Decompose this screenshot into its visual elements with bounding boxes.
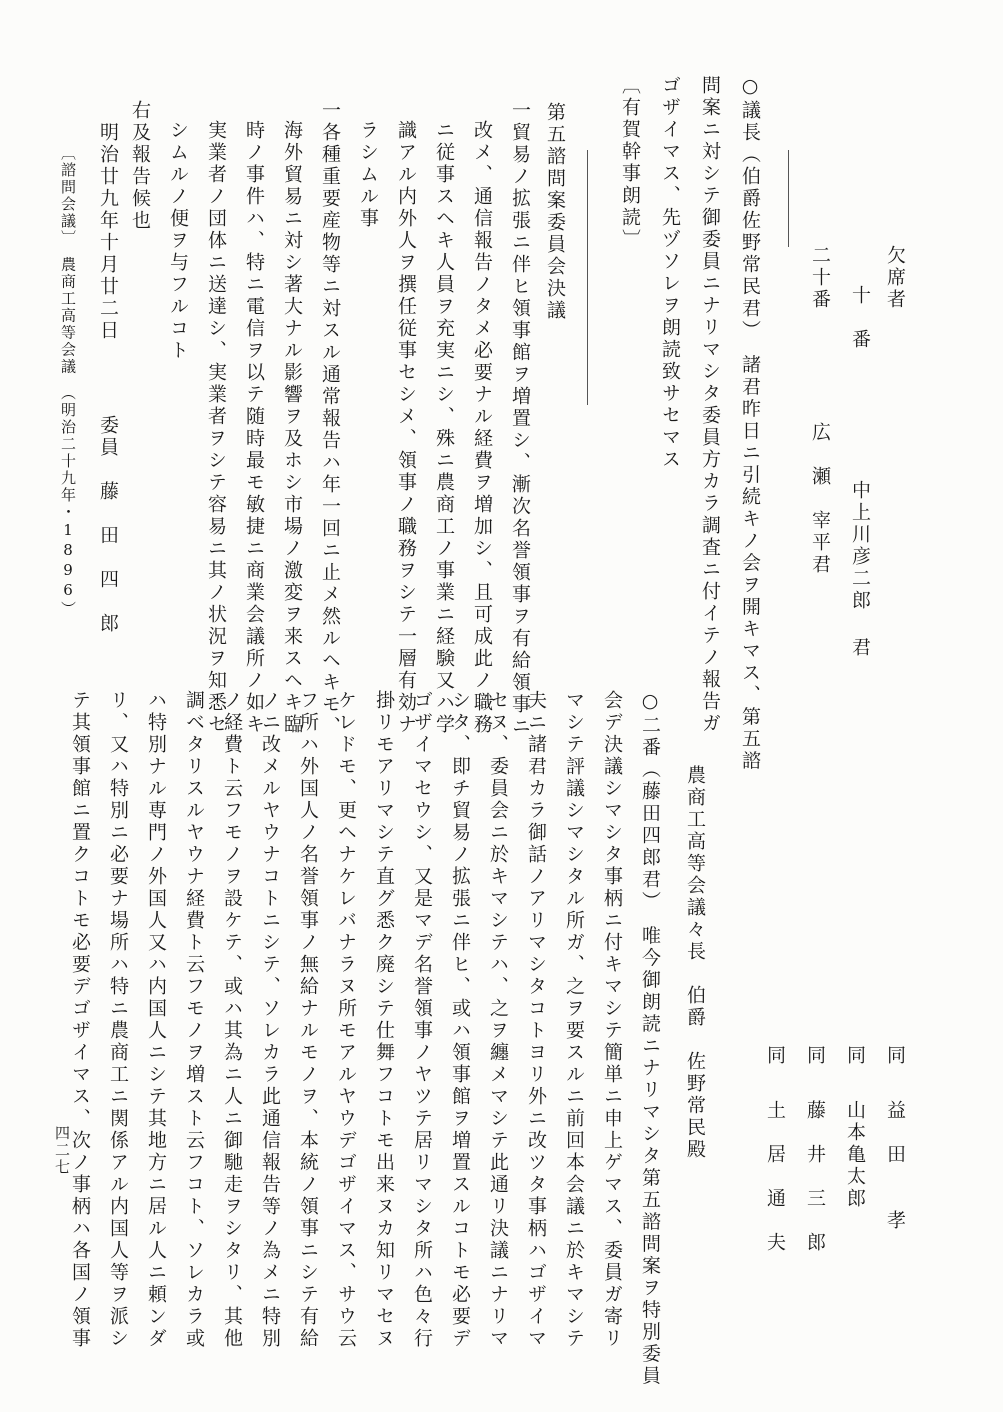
report-date: 明治廿九年十月廿二日 <box>97 122 119 342</box>
speech-no2-line-6: シタ、即チ貿易ノ拡張ニ伴ヒ、或ハ領事館ヲ増置スルコトモ必要デ <box>449 690 471 1350</box>
absentee-number-10: 十 番 <box>849 285 871 351</box>
report-closing: 右及報告候也 <box>129 100 151 232</box>
divider-rule-top <box>788 150 789 247</box>
reading-note: 〔有賀幹事朗読〕 <box>619 75 641 251</box>
speech-no2-line-7: ゴザイマセウシ、又是マデ名誉領事ノヤツテ居リマシタ所ハ色々行 <box>411 690 433 1350</box>
speech-no2-line-16: テ其領事館ニ置クコトモ必要デゴザイマス、次ノ事柄ハ各国ノ領事 <box>69 690 91 1350</box>
absentee-prefix-yamamoto: 同 <box>844 1045 866 1067</box>
speech-no2-line-12: ノ経費ト云フモノヲ設ケテ、或ハ其為ニ人ニ御馳走ヲシタリ、其他 <box>221 690 243 1350</box>
addressee: 農商工高等会議々長 伯爵 佐野常民殿 <box>684 765 706 1161</box>
absentee-name-fujii: 藤 井 三 郎 <box>804 1100 826 1254</box>
absentees-label: 欠席者 <box>884 245 906 311</box>
resolution-line-5: ラシムル事 <box>357 120 379 230</box>
chairman-speech-line-1: ○議長（伯爵佐野常民君） 諸君昨日ニ引続キノ会ヲ開キマス、第五諮 <box>739 75 761 773</box>
speech-no2-line-8: 掛リモアリマシテ直グ悉ク廃シテ仕舞フコトモ出来ヌカ知リマセヌ <box>373 690 395 1350</box>
resolution-title: 第五諮問案委員会決議 <box>544 102 566 322</box>
chairman-speech-line-2: 問案ニ対シテ御委員ニナリマシタ委員方カラ調査ニ付イテノ報告ガ <box>699 75 721 735</box>
speech-no2-line-11: ノニ改メルヤウナコトニシテ、ソレカラ此通信報告等ノ為メニ特別 <box>259 690 281 1350</box>
resolution-line-7: 海外貿易ニ対シ著大ナル影響ヲ及ホシ市場ノ激変ヲ来スヘキ臨 <box>281 120 303 736</box>
speech-no2-line-2: 会デ決議シマシタ事柄ニ付キマシテ簡単ニ申上ゲマス、委員ガ寄リ <box>601 690 623 1350</box>
speech-no2-line-9: ケレドモ、更ヘナケレバナラヌ所モアルヤウデゴザイマス、サウ云 <box>335 690 357 1350</box>
page-number: 四二七 <box>53 1125 71 1176</box>
speech-no2-line-5: セヌ、委員会ニ於キマシテハ、之ヲ纏メマシテ此通リ決議ニナリマ <box>487 690 509 1350</box>
absentee-name-masuda: 益 田 孝 <box>884 1100 906 1232</box>
chairman-speech-line-3: ゴザイマス、先ヅソレヲ朗読致サセマス <box>659 75 681 471</box>
absentee-number-20: 二十番 <box>809 245 831 311</box>
speech-no2-line-15: リ、又ハ特別ニ必要ナ場所ハ特ニ農商工ニ関係アル内国人等ヲ派シ <box>107 690 129 1350</box>
resolution-line-2: 改メ、通信報告ノタメ必要ナル経費ヲ増加シ、且可成此ノ職務 <box>471 120 493 736</box>
speech-no2-line-13: 調ベタリスルヤウナ経費ト云フモノヲ増スト云フコト、ソレカラ或 <box>183 690 205 1350</box>
absentee-name-20: 広 瀬 宰平君 <box>809 422 831 576</box>
absentee-name-doi: 土 居 通 夫 <box>764 1100 786 1254</box>
resolution-line-4: 識アル内外人ヲ撰任従事セシメ、領事ノ職務ヲシテ一層有効ナ <box>395 120 417 736</box>
resolution-line-10: シムルノ便ヲ与フルコト <box>167 120 189 362</box>
absentee-prefix-fujii: 同 <box>804 1045 826 1067</box>
speech-no2-line-1: ○二番（藤田四郎君） 唯今御朗読ニナリマシタ第五諮問案ヲ特別委員 <box>639 690 661 1388</box>
speech-no2-line-4: 夫ニ諸君カラ御話ノアリマシタコトヨリ外ニ改ツタ事柄ハゴザイマ <box>525 690 547 1350</box>
speech-no2-line-10: フ所ハ外国人ノ名誉領事ノ無給ナルモノヲ、本統ノ領事ニシテ有給 <box>297 690 319 1350</box>
resolution-line-6: 一各種重要産物等ニ対スル通常報告ハ年一回ニ止メ然ルヘキモ、 <box>319 100 341 738</box>
absentee-prefix-masuda: 同 <box>884 1045 906 1067</box>
resolution-line-1: 一貿易ノ拡張ニ伴ヒ領事館ヲ増置シ、漸次名誉領事ヲ有給領事ニ <box>509 100 531 738</box>
speech-no2-line-14: ハ特別ナル専門ノ外国人又ハ内国人ニシテ其地方ニ居ル人ニ頼ンダ <box>145 690 167 1350</box>
absentee-prefix-doi: 同 <box>764 1045 786 1067</box>
divider-rule-middle <box>587 150 588 405</box>
running-header: 〔諮問会議〕 農商工高等会議 （明治二十九年・1896） <box>59 145 77 618</box>
absentee-name-10: 中上川彦二郎 君 <box>849 480 871 659</box>
report-signature: 委員 藤 田 四 郎 <box>97 415 119 635</box>
resolution-line-9: 実業者ノ団体ニ送達シ、実業者ヲシテ容易ニ其ノ状況ヲ知悉セ <box>205 120 227 736</box>
resolution-line-3: ニ従事スヘキ人員ヲ充実ニシ、殊ニ農商工ノ事業ニ経験又ハ学 <box>433 120 455 736</box>
speech-no2-line-3: マシテ評議シマシタル所ガ、之ヲ要スルニ前回本会議ニ於キマシテ <box>563 690 585 1350</box>
resolution-line-8: 時ノ事件ハ、特ニ電信ヲ以テ随時最モ敏捷ニ商業会議所ノ如キ <box>243 120 265 736</box>
absentee-name-yamamoto: 山本亀太郎 <box>844 1100 866 1210</box>
